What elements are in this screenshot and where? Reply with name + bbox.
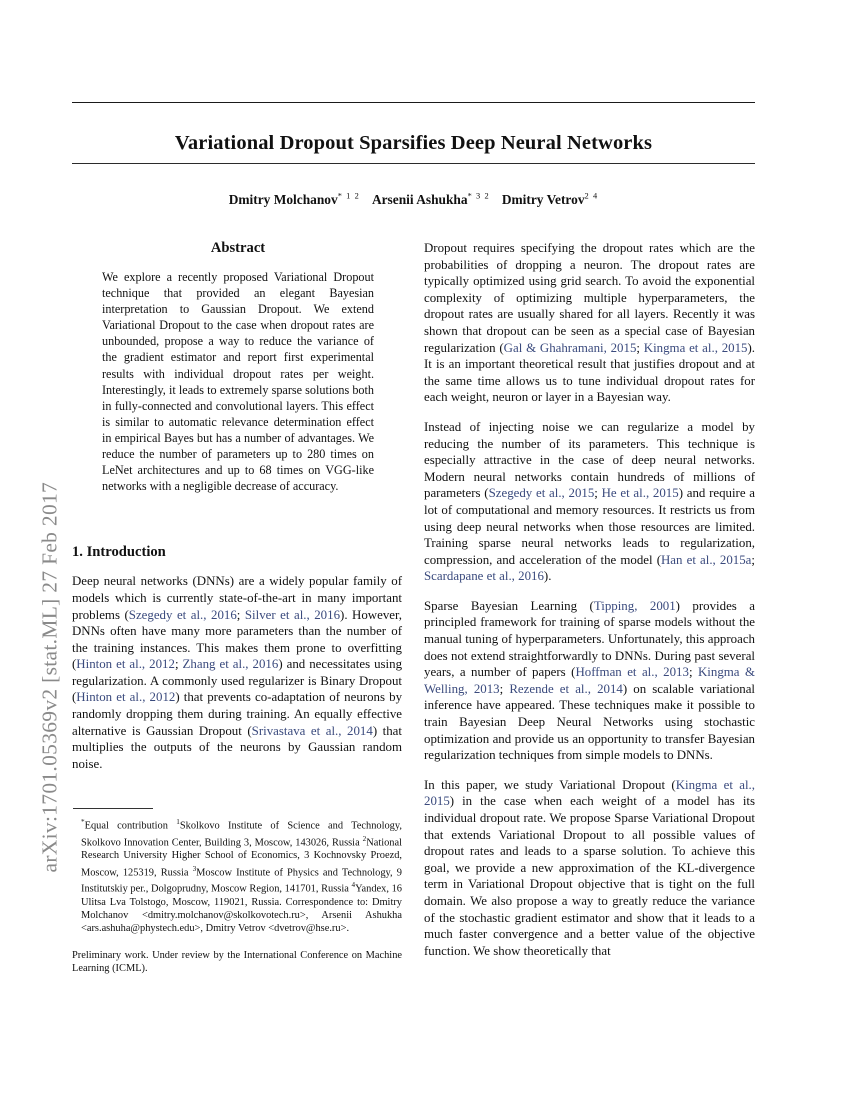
citation-scardapane-2016[interactable]: Scardapane et al., 2016 bbox=[424, 569, 544, 584]
abstract-text: We explore a recently proposed Variational Dropout technique that provided an elegant Bayesian interpretation to Gaussian Dropout. We extend Variational Dropout to the case when dropout rates are unbounded, propose a way to reduce the variance of the gradient estimator and report first experimental results with individual dropout rates per weight. Interestingly, it leads to extremely sparse solutions both in fully-connected and convolutional layers. This effect is similar to automatic relevance determination effect in empirical Bayes but has a number of advantages. We reduce the number of parameters up to 280 times on LeNet architectures and up to 68 times on VGG-like networks with a negligible decrease of accuracy. bbox=[102, 270, 374, 494]
text-run: ; bbox=[751, 552, 755, 567]
footnote-mark-2: 2 bbox=[362, 834, 367, 843]
text-run: ; bbox=[499, 681, 510, 696]
text-run: Moscow Institute of Physics and Technology, 9 Institutskiy per., Dolgoprudny, Moscow Region, 141701, Russia bbox=[81, 867, 402, 895]
citation-srivastava-2014[interactable]: Srivastava et al., 2014 bbox=[251, 723, 373, 738]
header-rule-top bbox=[72, 102, 755, 103]
abstract-heading: Abstract bbox=[210, 240, 266, 256]
author-2-name: Arsenii Ashukha bbox=[371, 192, 468, 208]
arxiv-stamp bbox=[0, 0, 72, 1100]
citation-kingma-2015-b[interactable]: Kingma et al., 2015 bbox=[424, 777, 756, 809]
page-title: Variational Dropout Sparsifies Deep Neural Networks bbox=[174, 131, 653, 154]
citation-hinton-2012-b[interactable]: Hinton et al., 2012 bbox=[76, 690, 176, 705]
text-run: ) and necessitates using regularization. A commonly used regularizer is Binary Dropout ( bbox=[72, 657, 403, 705]
footnote-venue: Preliminary work. Under review by the International Conference on Machine Learning (ICML). bbox=[72, 949, 402, 974]
citation-kingma-welling-2013[interactable]: Kingma & Welling, 2013 bbox=[424, 665, 756, 696]
section-heading-introduction: 1. Introduction bbox=[72, 544, 166, 561]
footnote-block bbox=[72, 808, 402, 975]
right-paragraph-2 bbox=[424, 419, 755, 585]
author-3 bbox=[502, 192, 598, 207]
text-run: ; bbox=[174, 657, 183, 672]
citation-he-2015[interactable]: He et al., 2015 bbox=[601, 486, 679, 501]
text-run: ). It is an important theoretical result that justifies dropout and at the same time allows us to tune individual dropout rates for each weight, neuron or layer in a Bayesian way. bbox=[424, 340, 756, 405]
citation-rezende-2014[interactable]: Rezende et al., 2014 bbox=[509, 681, 623, 696]
text-run: Deep neural networks (DNNs) are a widely popular family of models which is currently state-of-the-art in many important problems ( bbox=[72, 574, 402, 622]
author-list bbox=[72, 192, 755, 208]
citation-szegedy-2015[interactable]: Szegedy et al., 2015 bbox=[488, 486, 595, 501]
text-run: ) provides a principled framework for training of sparse models without the manual tuning of hyperparameters. Unfortunately, this approach does not extend straightforwardly to DNNs. During past several years, a number of papers ( bbox=[424, 598, 756, 680]
left-column bbox=[72, 240, 403, 974]
text-run: ) in the case when each weight of a model has its individual dropout rate. We propose Sparse Variational Dropout that extends Variational Dropout to all possible values of dropout rates and leads to a sparse solution. To achieve this goal, we provide a new approximation of the KL-divergence term in Variational Dropout objective that is tight on the full domain. We also propose a way to greatly reduce the variance of the stochastic gradient estimator and show that it leads to a much faster convergence and a better value of the objective function. We show theoretically that bbox=[424, 794, 755, 958]
arxiv-stamp-text: arXiv:1701.05369v2 [stat.ML] 27 Feb 2017 bbox=[37, 481, 62, 873]
text-run: In this paper, we study Variational Dropout ( bbox=[424, 777, 676, 792]
text-run: ) and require a lot of computational and memory resources. It restricts us from using deep neural networks when those resources are limited. Training sparse neural networks leads to regularization, compression, and acceleration of the model ( bbox=[424, 486, 756, 567]
text-run: Instead of injecting noise we can regularize a model by reducing the number of its parameters. This technique is especially attractive in the case of deep neural networks. Modern neural networks contain hundreds of millions of parameters ( bbox=[424, 419, 755, 501]
citation-kingma-2015-a[interactable]: Kingma et al., 2015 bbox=[643, 340, 748, 355]
citation-hinton-2012-a[interactable]: Hinton et al., 2012 bbox=[76, 657, 175, 672]
text-run: ; bbox=[594, 486, 602, 501]
text-run: Skolkovo Institute of Science and Technology, Skolkovo Innovation Center, Building 3, Moscow, 143026, Russia bbox=[81, 820, 402, 849]
author-1-name: Dmitry Molchanov bbox=[228, 192, 338, 208]
abstract-block bbox=[102, 240, 374, 494]
intro-paragraph-1 bbox=[72, 573, 402, 772]
right-column bbox=[424, 240, 755, 972]
text-run: ; bbox=[236, 607, 245, 622]
citation-tipping-2001[interactable]: Tipping, 2001 bbox=[593, 598, 676, 613]
text-run: ). bbox=[543, 569, 552, 584]
citation-zhang-2016[interactable]: Zhang et al., 2016 bbox=[182, 657, 279, 672]
text-run: ; bbox=[688, 665, 698, 680]
citation-han-2015a[interactable]: Han et al., 2015a bbox=[661, 552, 752, 567]
right-paragraph-3 bbox=[424, 598, 755, 764]
right-paragraph-4 bbox=[424, 777, 755, 960]
text-run: Dropout requires specifying the dropout rates which are the probabilities of dropping a neuron. The dropout rates are typically optimized using grid search. To avoid the exponential complexity of optimizing multiple hyperparameters, the dropout rates are usually shared for all layers. Recently it was shown that dropout can be seen as a special case of Bayesian regularization ( bbox=[424, 241, 755, 355]
text-run: ) that multiplies the outputs of the neurons by Gaussian random noise. bbox=[72, 723, 402, 771]
author-2-affiliation-marks: * 3 2 bbox=[467, 192, 490, 201]
text-run: Equal contribution bbox=[84, 820, 177, 832]
author-1 bbox=[229, 192, 360, 207]
text-run: ). However, DNNs often have many more parameters than the number of the training instances. This makes them prone to overfitting ( bbox=[72, 607, 402, 672]
text-run: National Research University Higher School of Economics, 3 Kochnovsky Proezd, Moscow, 125319, Russia bbox=[81, 837, 402, 879]
citation-szegedy-2016[interactable]: Szegedy et al., 2016 bbox=[128, 607, 237, 622]
header-rule-bottom bbox=[72, 163, 755, 164]
citation-gal-ghahramani-2015[interactable]: Gal & Ghahramani, 2015 bbox=[503, 340, 637, 355]
footnote-affiliations bbox=[72, 816, 402, 936]
text-run: ) on scalable variational inference have appeared. These techniques make it possible to train Bayesian Deep Neural Networks using stochastic optimization and provide us an opportunity to transfer Bayesian regularization techniques from simple models to DNNs. bbox=[424, 681, 756, 763]
footnote-rule bbox=[73, 808, 153, 809]
author-1-affiliation-marks: * 1 2 bbox=[337, 192, 360, 201]
citation-silver-2016[interactable]: Silver et al., 2016 bbox=[244, 607, 341, 622]
text-run: ) that prevents co-adaptation of neurons by randomly dropping them during training. An equally effective alternative is Gaussian Dropout ( bbox=[72, 690, 403, 738]
footnote-mark-1: 1 bbox=[176, 818, 180, 826]
text-run: Sparse Bayesian Learning ( bbox=[424, 598, 594, 613]
text-run: ; bbox=[636, 340, 644, 355]
author-3-affiliation-marks: 2 4 bbox=[584, 192, 599, 201]
author-3-name: Dmitry Vetrov bbox=[501, 192, 585, 208]
footnote-asterisk: * bbox=[81, 818, 85, 826]
footnote-mark-3: 3 bbox=[192, 864, 197, 873]
author-2 bbox=[372, 192, 490, 207]
text-run: Yandex, 16 Ulitsa Lva Tolstogo, Moscow, 119021, Russia. Correspondence to: Dmitry Molchanov <dmitry.molchanov@skolkovotech.ru>, Arsenii Ashukha <ars.ashuha@phystech.edu>, Dmitry Vetrov <dvetrov@hse.ru>. bbox=[81, 883, 402, 935]
citation-hoffman-2013[interactable]: Hoffman et al., 2013 bbox=[575, 665, 689, 680]
paper-page bbox=[72, 0, 756, 1100]
footnote-mark-4: 4 bbox=[351, 881, 356, 890]
right-paragraph-1 bbox=[424, 240, 755, 406]
